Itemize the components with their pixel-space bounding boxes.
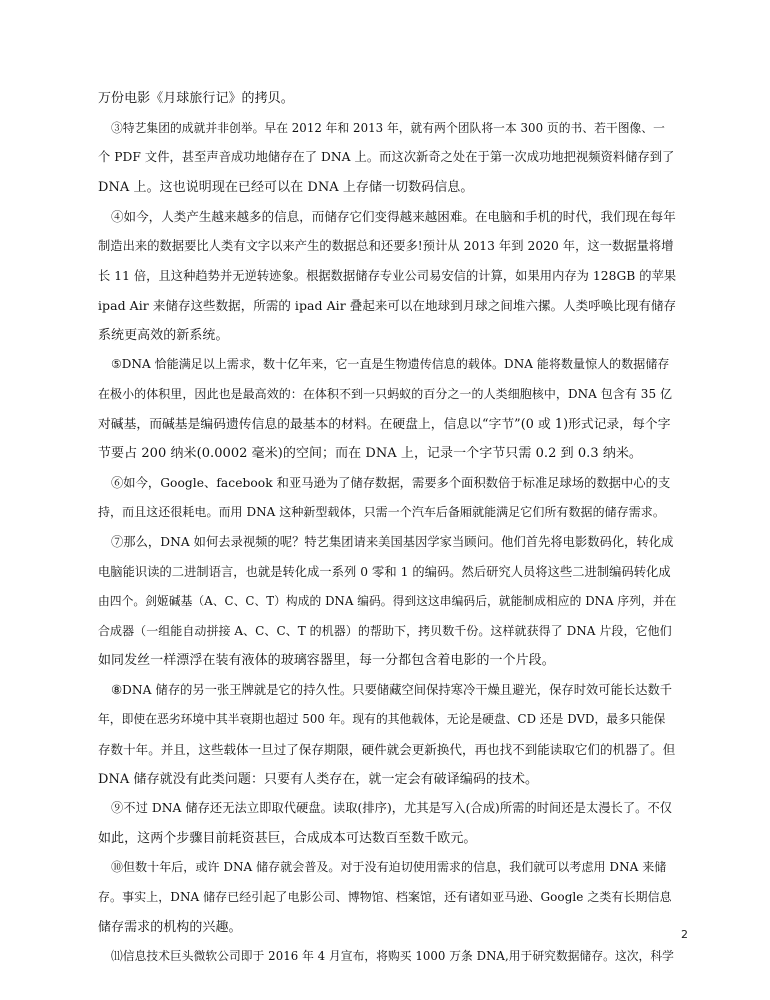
text-line: 长 11 倍，且这种趋势并无逆转迹象。根据数据储存专业公司易安信的计算，如果用内存为 128GB 的苹果 bbox=[98, 268, 677, 283]
text-line: 个 PDF 文件，甚至声音成功地储存在了 DNA 上。而这次新奇之处在于第一次成功地把视频资料储存到了 bbox=[98, 150, 675, 165]
text-line: 系统更高效的新系统。 bbox=[98, 327, 229, 343]
text-line: ⑤DNA 恰能满足以上需求，数十亿年来，它一直是生物遗传信息的载体。DNA 能将数量惊人的数据储存 bbox=[111, 357, 670, 372]
text-line: 合成器（一组能自动拼接 A、C、C、T 的机器）的帮助下，拷贝数千份。这样就获得了 DNA 片段，它他们 bbox=[98, 623, 672, 638]
text-line: ⑨不过 DNA 储存还无法立即取代硬盘。读取(排序)，尤其是写入(合成)所需的时间还是太漫长了。不仅 bbox=[111, 801, 673, 816]
text-line: 如此，这两个步骤目前耗资甚巨，合成成本可达数百至数千欧元。 bbox=[98, 830, 477, 846]
text-line: ⑥如今，Google、facebook 和亚马逊为了储存数据，需要多个面积数倍于标准足球场的数据中心的支 bbox=[111, 475, 671, 490]
text-line: 持，而且这还很耗电。而用 DNA 这种新型载体，只需一个汽车后备厢就能满足它们所有数据的储存需求。 bbox=[98, 505, 665, 520]
text-line: 存。事实上，DNA 储存已经引起了电影公司、博物馆、档案馆，还有诸如亚马逊、Google 之类有长期信息 bbox=[98, 890, 672, 905]
text-line: DNA 储存就没有此类问题：只要有人类存在，就一定会有破译编码的技术。 bbox=[98, 771, 539, 787]
text-line: ④如今，人类产生越来越多的信息，而储存它们变得越来越困难。在电脑和手机的时代，我们现在每年 bbox=[111, 209, 676, 225]
text-line: 制造出来的数据要比人类有文字以来产生的数据总和还要多!预计从 2013 年到 2020 年，这一数据量将增 bbox=[98, 238, 674, 253]
text-line: 在极小的体积里，因此也是最高效的：在体积不到一只蚂蚁的百分之一的人类细胞核中，DNA 包含有 35 亿 bbox=[98, 386, 673, 401]
text-line: 对碱基，而碱基是编码遗传信息的最基本的材料。在硬盘上，信息以“字节”(0 或 1)形式记录，每个字 bbox=[98, 416, 671, 432]
text-line: ⑧DNA 储存的另一张王牌就是它的持久性。只要储藏空间保持寒冷干燥且避光，保存时效可能长达数千 bbox=[111, 682, 673, 697]
text-line: 如同发丝一样漂浮在装有液体的玻璃容器里，每一分都包含着电影的一个片段。 bbox=[98, 653, 555, 669]
text-line: ⑦那么，DNA 如何去录视频的呢？特艺集团请来美国基因学家当顾问。他们首先将电影数码化，转化成 bbox=[111, 534, 674, 549]
text-line: ⑾信息技术巨头微软公司即于 2016 年 4 月宣布，将购买 1000 万条 DNA,用于研究数据储存。这次，科学 bbox=[111, 949, 674, 964]
article-body bbox=[98, 84, 676, 972]
text-line: DNA 上。这也说明现在已经可以在 DNA 上存储一切数码信息。 bbox=[98, 179, 474, 195]
page-number: 2 bbox=[681, 928, 688, 941]
text-line: 节要占 200 纳米(0.0002 毫米)的空间；而在 DNA 上，记录一个字节只需 0.2 到 0.3 纳米。 bbox=[98, 446, 642, 462]
text-line: ③特艺集团的成就并非创举。早在 2012 年和 2013 年，就有两个团队将一本 300 页的书、若干图像、一 bbox=[111, 120, 665, 135]
text-line: 年，即使在恶劣环境中其半衰期也超过 500 年。现有的其他载体，无论是硬盘、CD 还是 DVD，最多只能保 bbox=[98, 712, 666, 727]
text-line: 存数十年。并且，这些载体一旦过了保存期限，硬件就会更新换代，再也找不到能读取它们的机器了。但 bbox=[98, 742, 676, 758]
text-line: ⑩但数十年后，或许 DNA 储存就会普及。对于没有迫切使用需求的信息，我们就可以考虑用 DNA 来储 bbox=[111, 860, 667, 875]
text-line: 储存需求的机构的兴趣。 bbox=[98, 919, 242, 935]
text-line: 电脑能识读的二进制语言，也就是转化成一系列 0 零和 1 的编码。然后研究人员将这些二进制编码转化成 bbox=[98, 564, 671, 579]
text-line: ipad Air 来储存这些数据，所需的 ipad Air 叠起来可以在地球到月球之间堆六摞。人类呼唤比现有储存 bbox=[98, 298, 677, 314]
text-line: 由四个。剑姬碱基（A、C、C、T）构成的 DNA 编码。得到这这串编码后，就能制成相应的 DNA 序列，并在 bbox=[98, 594, 677, 609]
text-line: 万份电影《月球旅行记》的拷贝。 bbox=[98, 91, 294, 106]
